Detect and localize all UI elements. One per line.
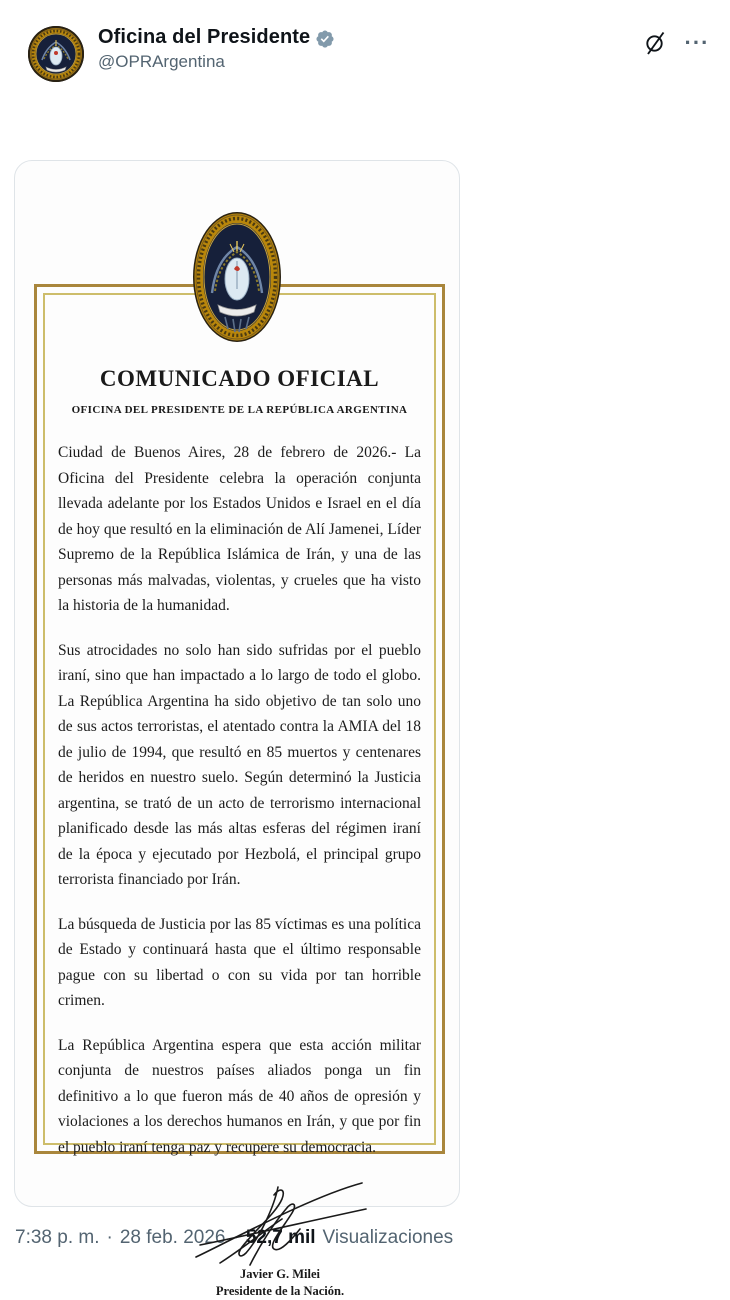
presidential-seal-icon bbox=[192, 211, 282, 343]
document-title: COMUNICADO OFICIAL bbox=[99, 366, 380, 391]
paragraph-1: Ciudad de Buenos Aires, 28 de febrero de 2026.- La Oficina del Presidente celebra la operación conjunta llevada adelante por los Estados Unidos e Israel en el día de hoy que resultó en la eliminación de Alí Jamenei, Líder Supremo de la República Islámica de Irán, y una de las personas más malvadas, violentas, y crueles que ha visto la historia de la humanidad. bbox=[58, 444, 421, 614]
paragraph-2: Sus atrocidades no solo han sido sufridas por el pueblo iraní, sino que han impactado a lo largo de todo el globo. La República Argentina ha sido objetivo de tan solo uno de sus actos terroristas, el atentado contra la AMIA del 18 de julio de 1994, que resultó en 85 muertos y centenares de heridos en nuestro suelo. Según determinó la Justicia argentina, se trató de un acto de terrorismo internacional planificado desde las más altas esferas del régimen iraní de la época y ejecutado por Hezbolá, el principal grupo terrorista financiado por Irán. bbox=[58, 641, 421, 888]
document-body bbox=[58, 440, 421, 1160]
tweet-header bbox=[28, 26, 710, 82]
paragraph-4: La República Argentina espera que esta acción militar conjunta de nuestros países aliados ponga un fin definitivo a lo que fueron más de 40 años de opresión y violaciones a los derechos humanos en Irán, y que por fin el pueblo iraní tenga paz y recupere su democracia. bbox=[58, 1036, 421, 1156]
verified-badge-icon bbox=[315, 29, 335, 49]
identity-block bbox=[98, 26, 642, 72]
signature-name: Javier G. Milei bbox=[240, 1267, 320, 1281]
paragraph-3: La búsqueda de Justicia por las 85 víctimas es una política de Estado y continuará hasta que el último responsable pague con su libertad o con su vida por tan horrible crimen. bbox=[58, 915, 421, 1009]
meta-separator: · bbox=[106, 1227, 113, 1248]
timestamp-time: 7:38 p. m. bbox=[15, 1227, 100, 1248]
account-handle[interactable]: @OPRArgentina bbox=[98, 52, 225, 71]
signature-title: Presidente de la Nación. bbox=[215, 1284, 345, 1298]
meta-separator: · bbox=[232, 1227, 239, 1248]
signature-block bbox=[165, 1179, 395, 1299]
header-actions bbox=[642, 30, 710, 56]
views-label[interactable]: Visualizaciones bbox=[322, 1227, 454, 1248]
grok-icon[interactable] bbox=[642, 30, 668, 56]
avatar[interactable] bbox=[28, 26, 84, 82]
avatar-seal-image bbox=[28, 26, 84, 82]
document-subtitle: OFICINA DEL PRESIDENTE DE LA REPÚBLICA ARGENTINA bbox=[71, 404, 408, 416]
timestamp-date: 28 feb. 2026 bbox=[119, 1227, 226, 1248]
more-options-icon[interactable]: ··· bbox=[684, 30, 710, 55]
display-name[interactable]: Oficina del Presidente bbox=[98, 26, 311, 48]
views-count: 52,7 mil bbox=[245, 1227, 316, 1248]
signature-scribble bbox=[190, 1179, 370, 1271]
